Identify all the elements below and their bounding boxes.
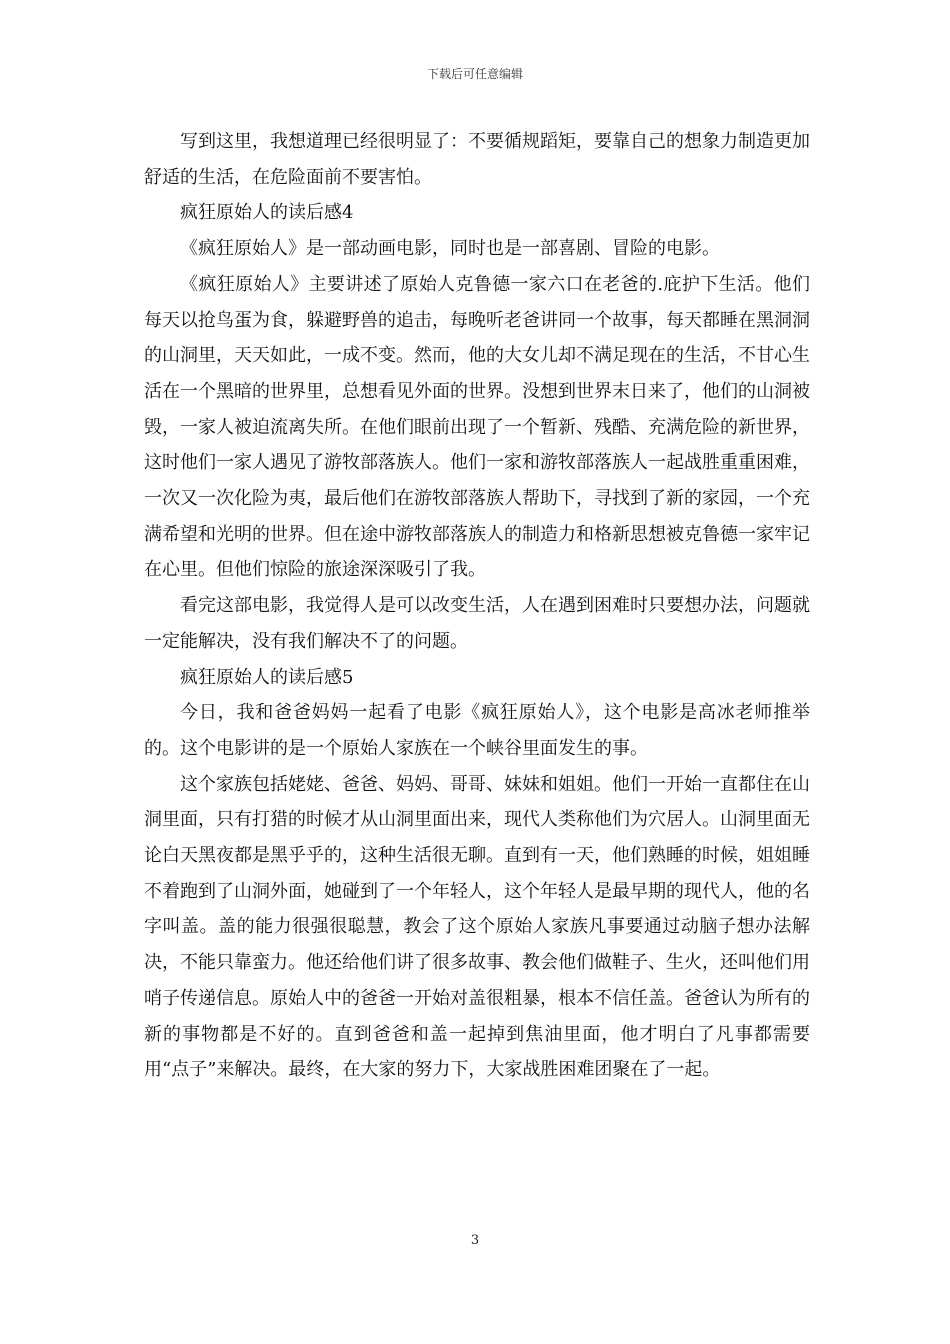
page-number: 3 <box>470 1233 480 1248</box>
paragraph-intro-5: 今日，我和爸爸妈妈一起看了电影《疯狂原始人》，这个电影是高冰老师推举的。这个电影讲的是一个原始人家族在一个峡谷里面发生的事。 <box>144 702 810 759</box>
document-body <box>144 124 810 1088</box>
section-heading-4: 疯狂原始人的读后感4 <box>180 202 354 224</box>
paragraph-conclusion: 写到这里，我想道理已经很明显了：不要循规蹈矩，要靠自己的想象力制造更加舒适的生活，在危险面前不要害怕。 <box>144 131 810 188</box>
page-header: 下载后可任意编辑 <box>426 67 523 81</box>
paragraph-plot-4: 《疯狂原始人》主要讲述了原始人克鲁德一家六口在老爸的.庇护下生活。他们每天以抢鸟蛋为食，躲避野兽的追击，每晚听老爸讲同一个故事，每天都睡在黑洞洞的山洞里，天天如此，一成不变。然而，他的大女儿却不满足现在的生活，不甘心生活在一个黑暗的世界里，总想看见外面的世界。没想到世界末日来了，他们的山洞被毁，一家人被迫流离失所。在他们眼前出现了一个暂新、残酷、充满危险的新世界，这时他们一家人遇见了游牧部落族人。他们一家和游牧部落族人一起战胜重重困难，一次又一次化险为夷，最后他们在游牧部落族人帮助下，寻找到了新的家园，一个充满希望和光明的世界。但在途中游牧部落族人的制造力和格新思想被克鲁德一家牢记在心里。但他们惊险的旅途深深吸引了我。 <box>144 273 810 581</box>
section-heading-5: 疯狂原始人的读后感5 <box>180 666 354 688</box>
paragraph-intro-4: 《疯狂原始人》是一部动画电影，同时也是一部喜剧、冒险的电影。 <box>180 238 720 260</box>
paragraph-reflection-4: 看完这部电影，我觉得人是可以改变生活，人在遇到困难时只要想办法，问题就一定能解决，没有我们解决不了的问题。 <box>144 595 810 652</box>
paragraph-plot-5: 这个家族包括姥姥、爸爸、妈妈、哥哥、妹妹和姐姐。他们一开始一直都住在山洞里面，只有打猎的时候才从山洞里面出来，现代人类称他们为穴居人。山洞里面无论白天黑夜都是黑乎乎的，这种生活很无聊。直到有一天，他们熟睡的时候，姐姐睡不着跑到了山洞外面，她碰到了一个年轻人，这个年轻人是最早期的现代人，他的名字叫盖。盖的能力很强很聪慧，教会了这个原始人家族凡事要通过动脑子想办法解决，不能只靠蛮力。他还给他们讲了很多故事、教会他们做鞋子、生火，还叫他们用哨子传递信息。原始人中的爸爸一开始对盖很粗暴，根本不信任盖。爸爸认为所有的新的事物都是不好的。直到爸爸和盖一起掉到焦油里面，他才明白了凡事都需要用“点子”来解决。最终，在大家的努力下，大家战胜困难团聚在了一起。 <box>144 773 810 1081</box>
